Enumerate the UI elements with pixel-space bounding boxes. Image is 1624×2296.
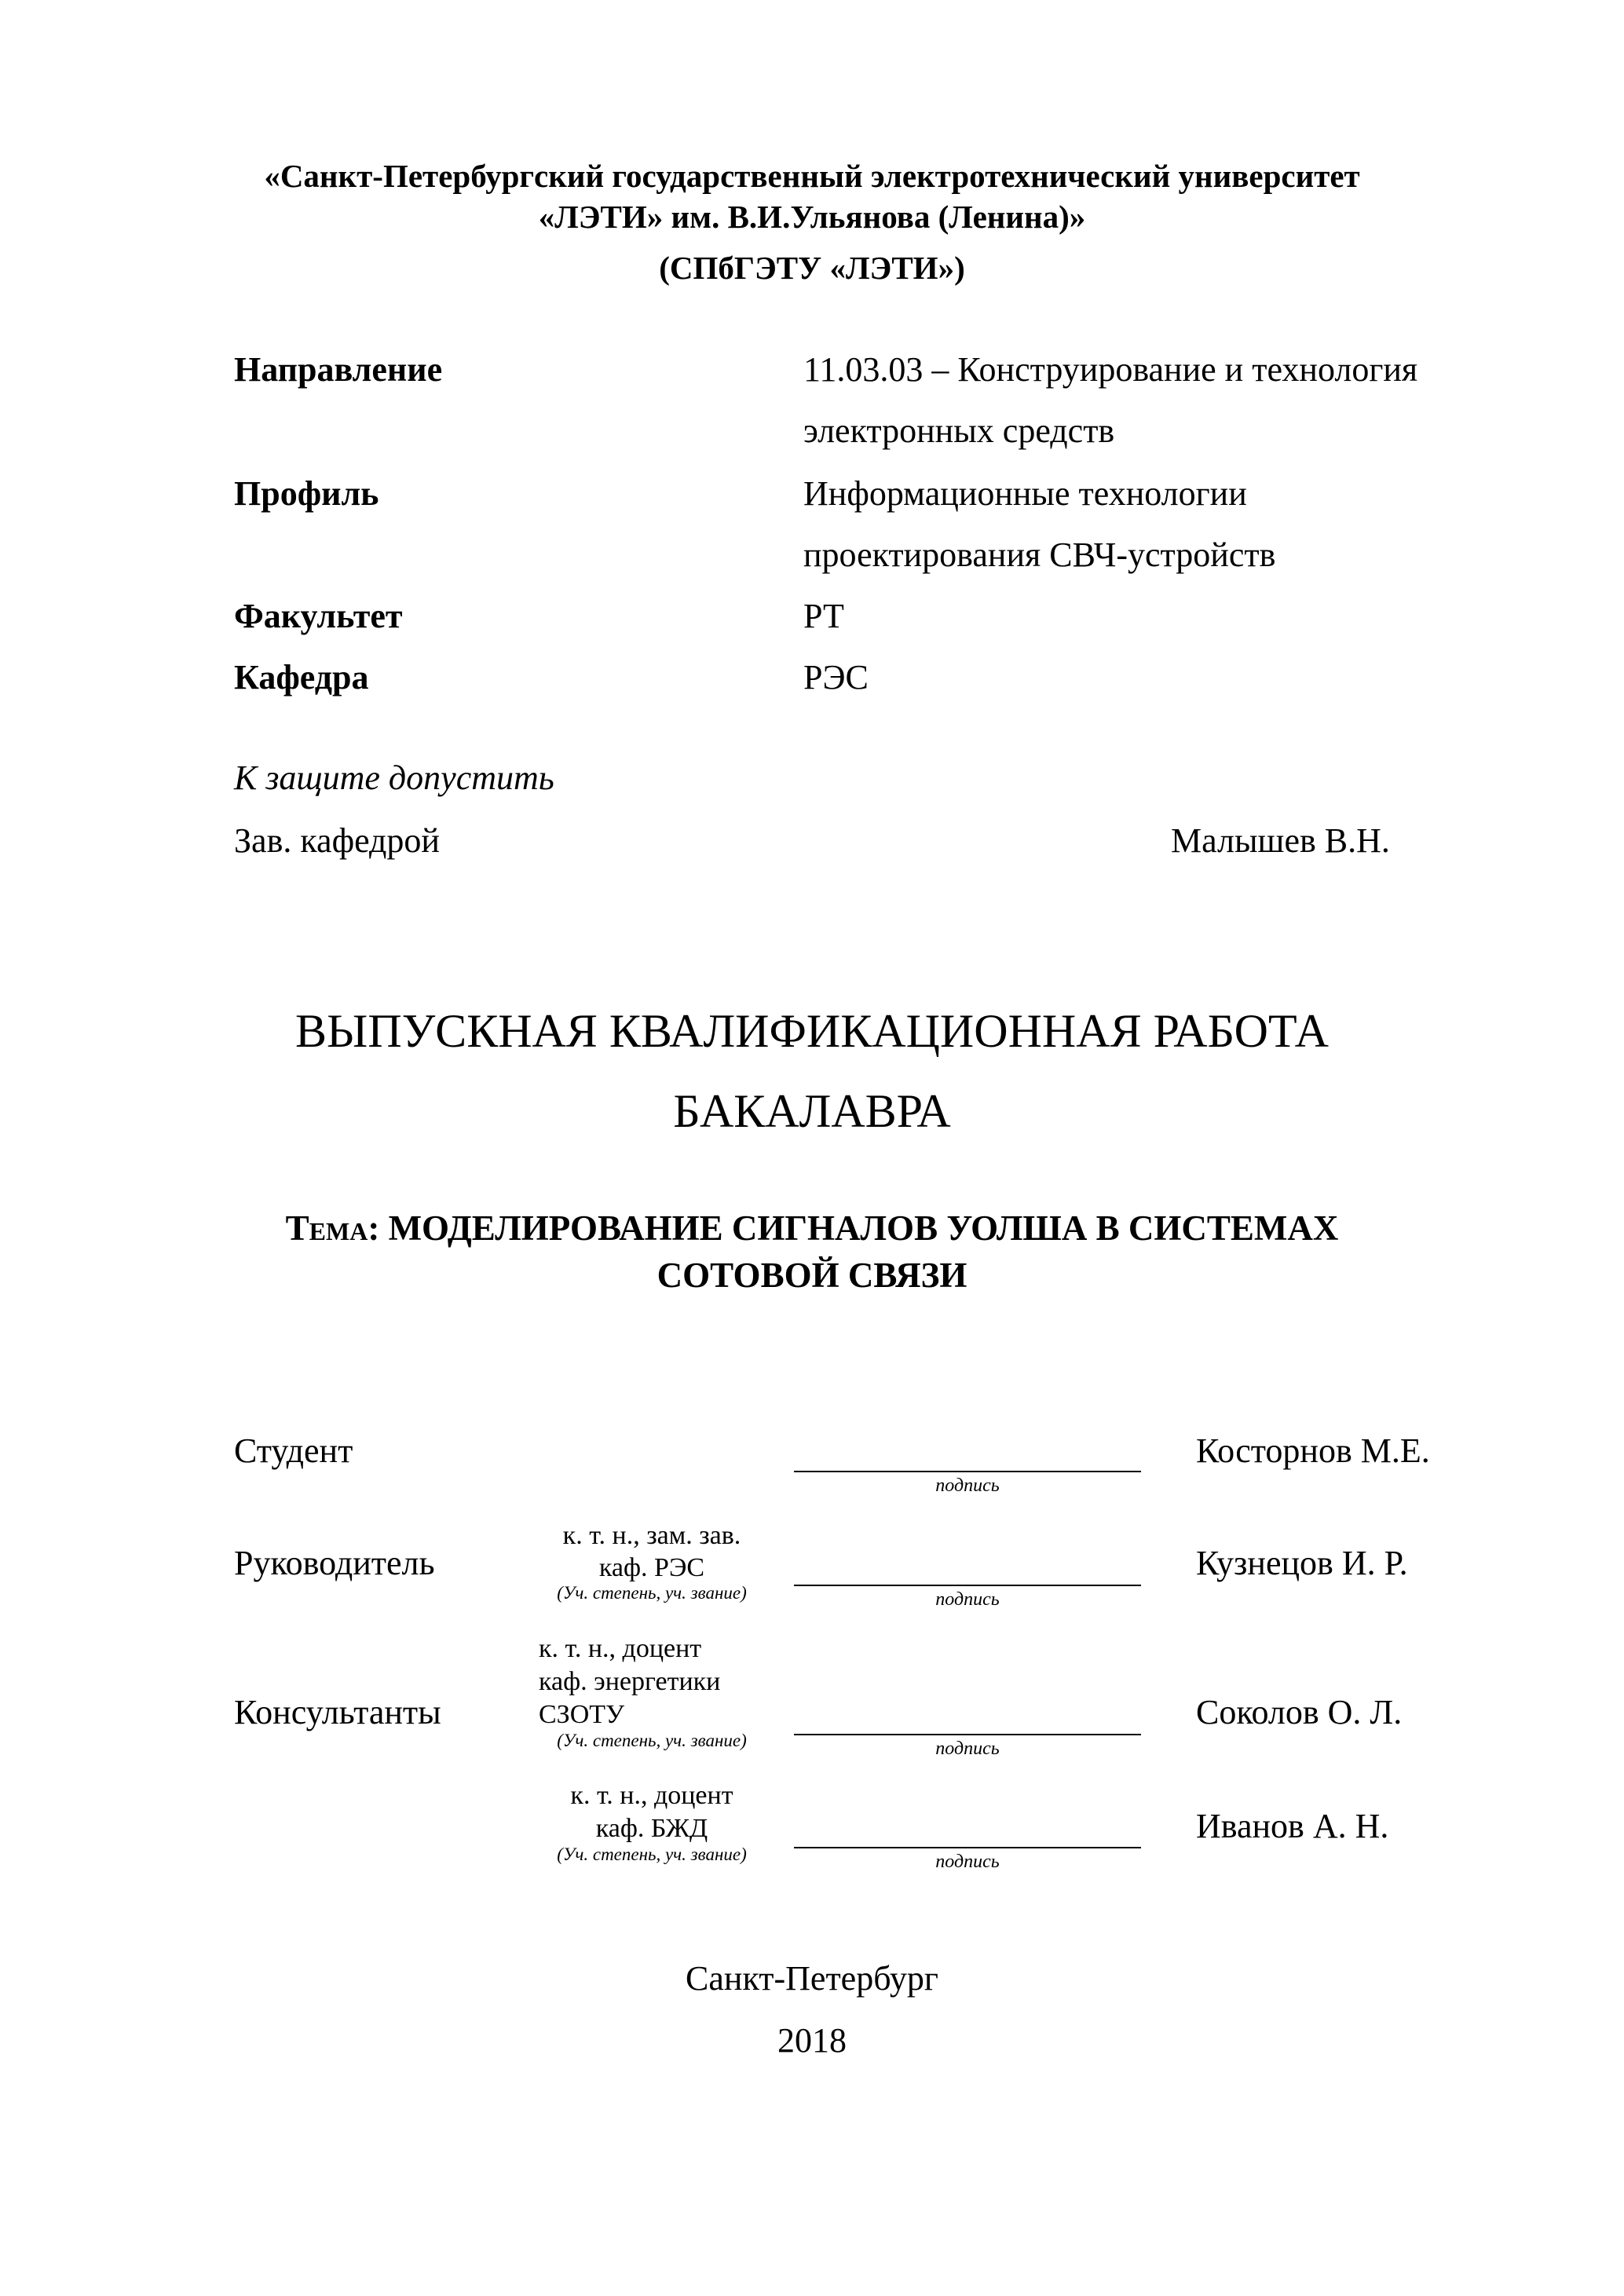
field-value-department: РЭС (803, 658, 869, 696)
field-value-direction-line2: электронных средств (803, 411, 1115, 450)
footer-city: Санкт-Петербург (686, 1959, 938, 1998)
head-of-department-label: Зав. кафедрой (234, 821, 440, 860)
consultant2-rank-caption: (Уч. степень, уч. звание) (557, 1844, 747, 1864)
theme-prefix: Тема: (285, 1208, 380, 1248)
consultants-role-label: Консультанты (234, 1693, 441, 1731)
admission-note: К защите допустить (234, 759, 554, 797)
university-abbreviation: (СПбГЭТУ «ЛЭТИ») (659, 250, 965, 286)
supervisor-signature-line (794, 1585, 1141, 1586)
consultant2-signature-line (794, 1847, 1141, 1848)
consultant1-signature-caption: подпись (935, 1738, 1000, 1759)
field-value-faculty: РТ (803, 597, 844, 635)
field-label-direction: Направление (234, 350, 443, 389)
consultant2-rank-line2: каф. БЖД (595, 1814, 708, 1843)
supervisor-rank-caption: (Уч. степень, уч. звание) (557, 1583, 747, 1603)
university-name-line1: «Санкт-Петербургский государственный электротехнический университет (264, 158, 1360, 194)
consultant1-name: Соколов О. Л. (1196, 1693, 1403, 1731)
supervisor-signature-caption: подпись (935, 1589, 1000, 1610)
student-signature-caption: подпись (935, 1475, 1000, 1496)
field-value-direction-line1: 11.03.03 – Конструирование и технология (803, 350, 1418, 389)
student-role-label: Студент (234, 1431, 353, 1470)
footer-year: 2018 (777, 2021, 847, 2060)
field-label-profile: Профиль (234, 474, 379, 513)
consultant1-rank-line1: к. т. н., доцент (539, 1634, 702, 1663)
field-value-profile-line2: проектирования СВЧ-устройств (803, 536, 1276, 574)
consultant2-signature-caption: подпись (935, 1852, 1000, 1872)
consultant1-signature-line (794, 1734, 1141, 1735)
student-signature-line (794, 1471, 1141, 1472)
theme-line2: СОТОВОЙ СВЯЗИ (657, 1256, 967, 1295)
field-label-department: Кафедра (234, 658, 369, 696)
student-name: Косторнов М.Е. (1196, 1431, 1430, 1470)
document-title-line1: ВЫПУСКНАЯ КВАЛИФИКАЦИОННАЯ РАБОТА (295, 1005, 1329, 1057)
theme-text-line1: МОДЕЛИРОВАНИЕ СИГНАЛОВ УОЛША В СИСТЕМАХ (388, 1208, 1339, 1248)
document-title-line2: БАКАЛАВРА (673, 1085, 951, 1137)
consultant1-rank-line3: СЗОТУ (539, 1700, 625, 1729)
consultant1-rank-caption: (Уч. степень, уч. звание) (557, 1731, 747, 1750)
consultant2-name: Иванов А. Н. (1196, 1807, 1389, 1845)
field-label-faculty: Факультет (234, 597, 403, 635)
supervisor-rank-line2: каф. РЭС (598, 1553, 705, 1582)
supervisor-rank-line1: к. т. н., зам. зав. (562, 1521, 741, 1550)
field-value-profile-line1: Информационные технологии (803, 474, 1247, 513)
supervisor-name: Кузнецов И. Р. (1196, 1544, 1408, 1582)
supervisor-role-label: Руководитель (234, 1544, 435, 1582)
theme-line1 (0, 1205, 1624, 1251)
university-name-line2: «ЛЭТИ» им. В.И.Ульянова (Ленина)» (538, 199, 1086, 235)
consultant2-rank-line1: к. т. н., доцент (570, 1781, 733, 1810)
consultant1-rank-line2: каф. энергетики (539, 1667, 721, 1696)
head-of-department-name: Малышев В.Н. (1171, 821, 1390, 860)
